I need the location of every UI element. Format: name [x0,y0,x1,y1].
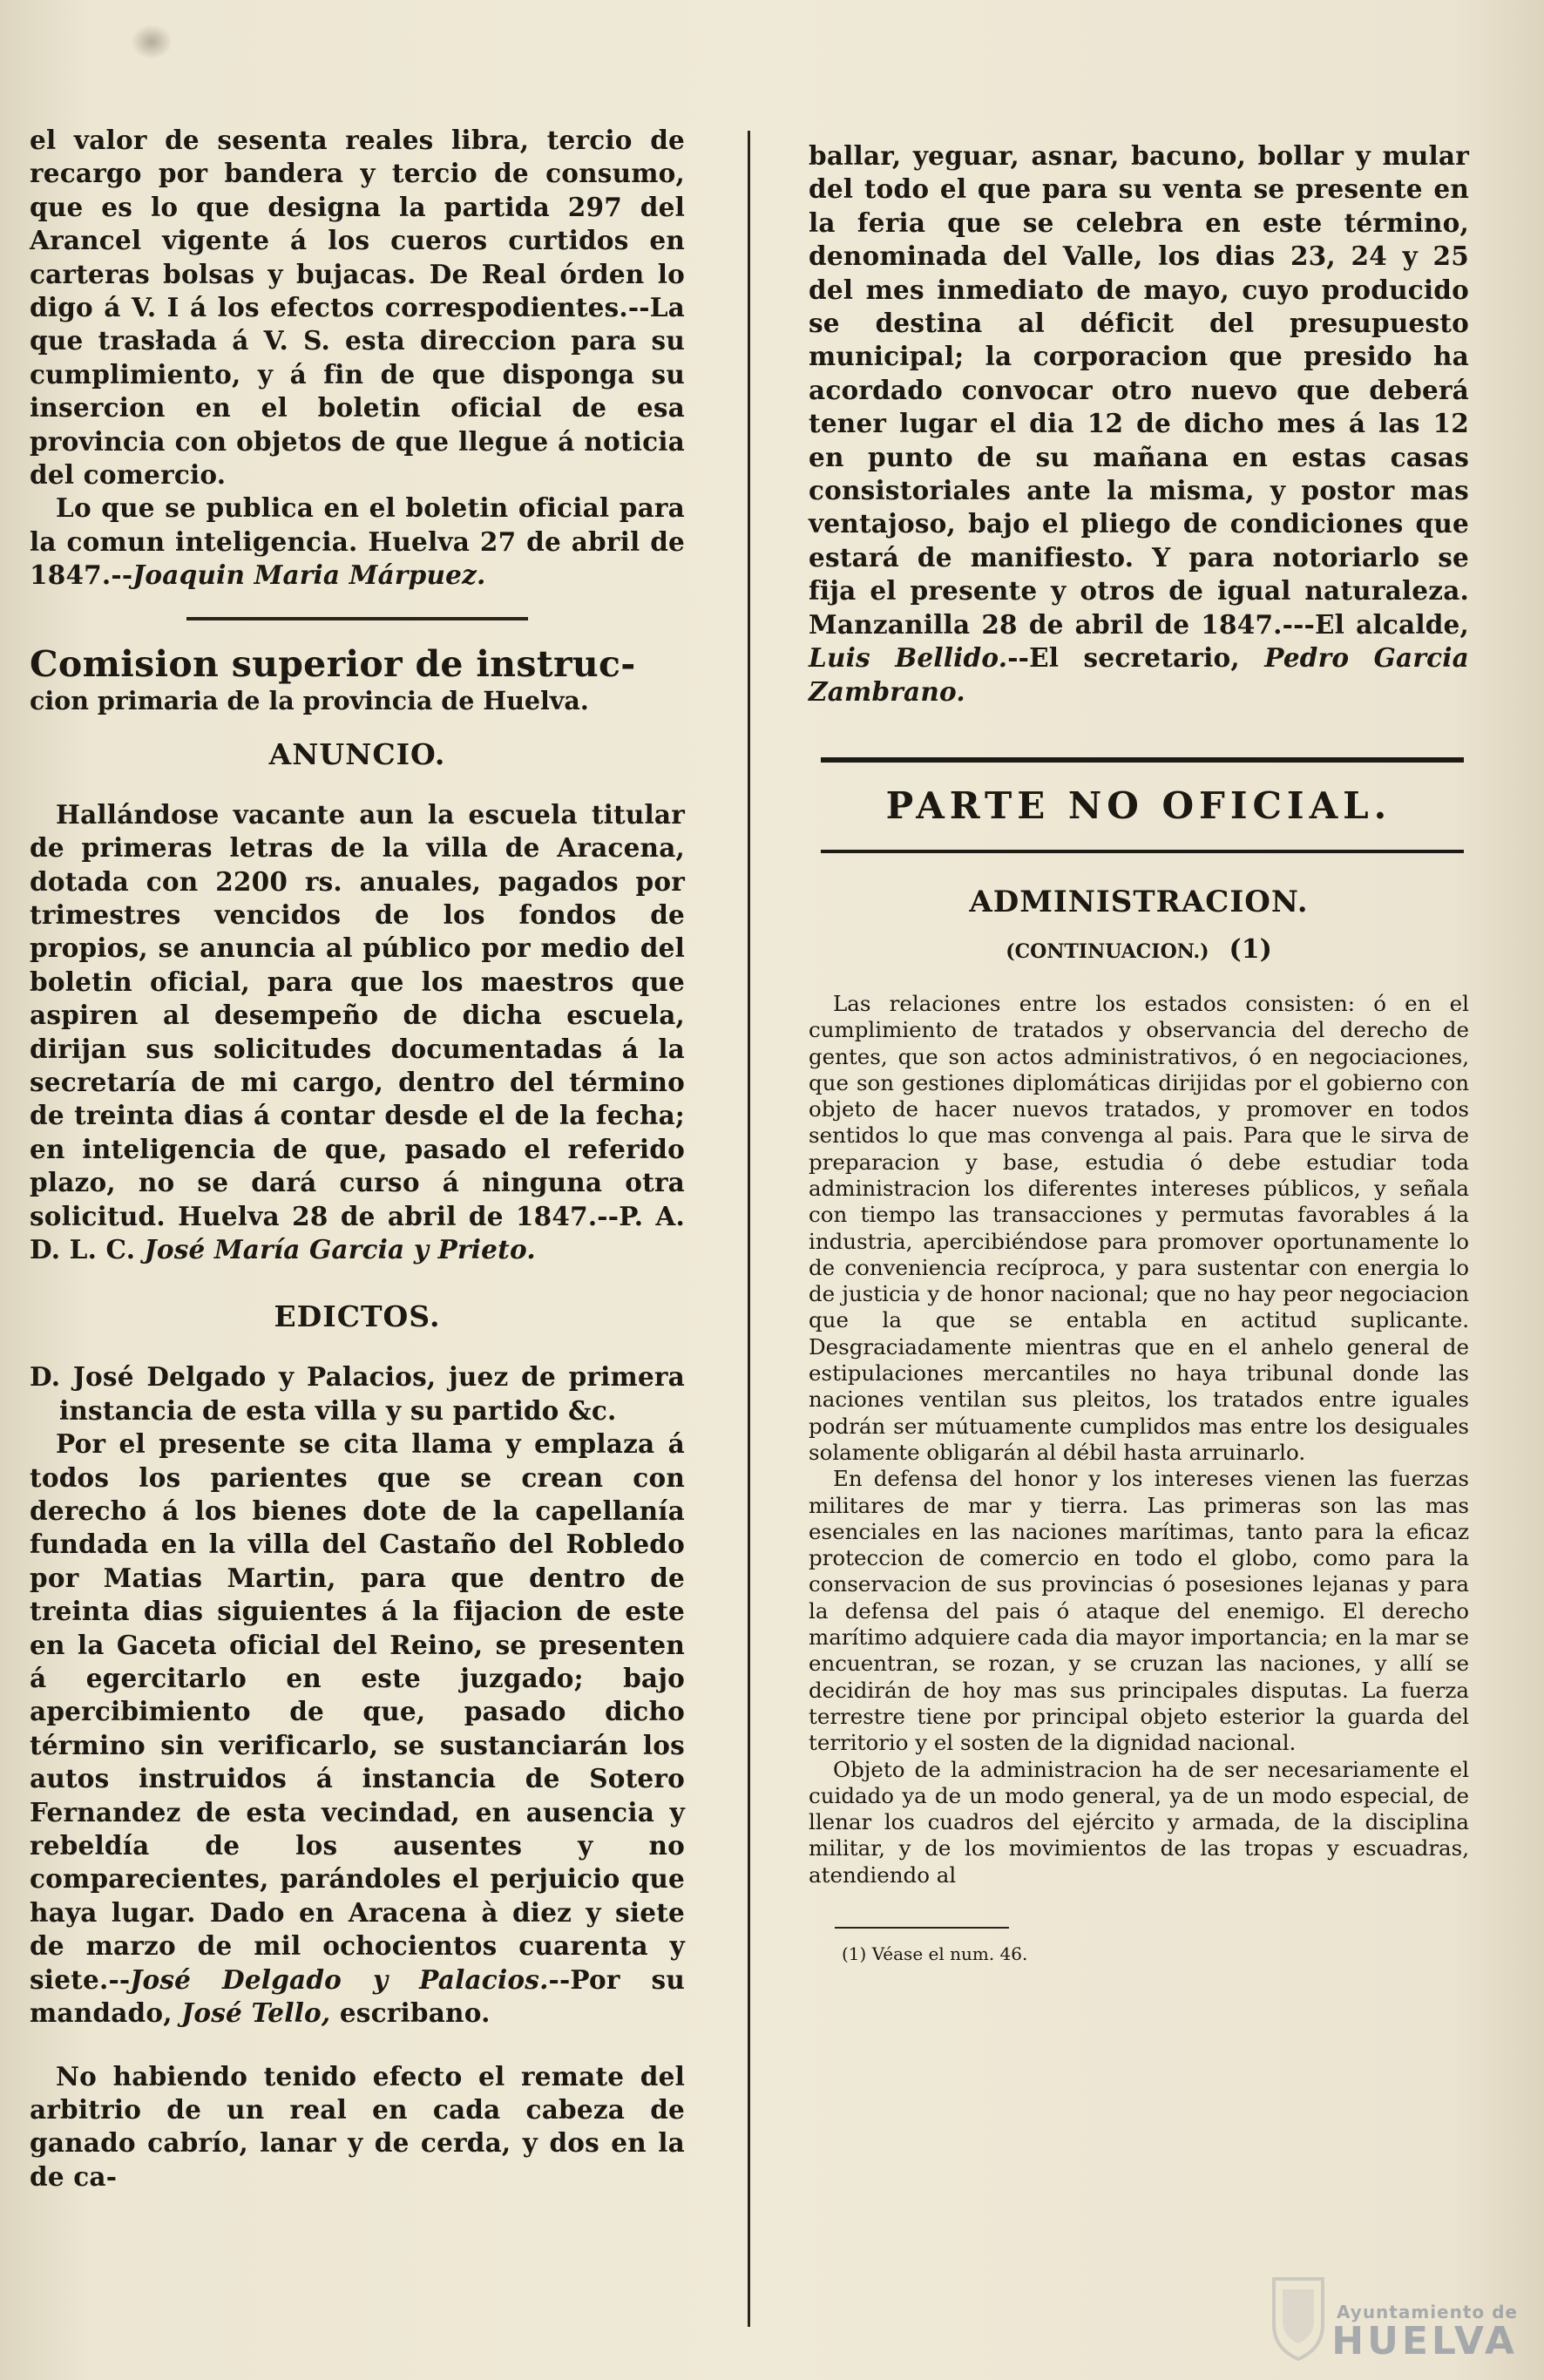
arancel-paragraph: el valor de sesenta reales libra, tercio de recargo por bandera y tercio de consumo, que es lo que designa la partida 297 del Arancel vigente á los cueros curtidos en carteras bolsas y bujacas. De Real órden lo digo á V. I á los efectos correspodientes.--La que trasłada á V. S. esta direccion para su cumplimiento, y á fin de que disponga su insercion en el boletin oficial de esa provincia con objetos de que llegue á noticia del comercio. [30,125,685,491]
remate-continuation [809,139,1469,709]
signature-tello: José Tello, [181,1997,331,2029]
section-divider [186,617,528,620]
footnote-ref: (1) [1229,933,1272,965]
edicto-text: Por el presente se cita llama y emplaza á todos los parientes que se crean con derecho á los bienes dote de la capellanía fundada en la villa del Castaño del Robledo por Matias Martin, para que dentro de treinta dias siguientes á la fijacion de este en la Gaceta oficial del Reino, se presenten á egercitarlo en este juzgado; bajo apercibimiento de que, pasado dicho término sin verificarlo, se sustanciarán los autos instruidos á instancia de Sotero Fernandez de esta vecindad, en ausencia y rebeldía de los ausentes y no comparecientes, parándoles el perjuicio que haya lugar. Dado en Aracena à diez y siete de marzo de mil ochocientos cuarenta y siete.-- [30,1428,685,1995]
footnote-rule [835,1927,1009,1929]
signature-marquez: Joaquin Maria Márpuez. [132,559,486,591]
continuacion-text: (CONTINUACION.) [1006,939,1209,963]
edicto-paragraph [30,1427,685,2030]
anuncio-text: Hallándose vacante aun la escuela titular de primeras letras de la villa de Aracena, dotada con 2200 rs. anuales, pagados por trimestres vencidos de los fondos de propios, se anuncia al público por medio del boletin oficial, para que los maestros que aspiren al desempeño de dicha escuela, dirijan sus solicitudes documentadas á la secretaría de mi cargo, dentro del término de treinta dias á contar desde el de la fecha; en inteligencia de que, pasado el referido plazo, no se dará curso á ninguna otra solicitud. Huelva 28 de abril de 1847.--P. A. D. L. C. [30,798,685,1265]
archive-watermark [1331,2302,1518,2361]
watermark-line-2: HUELVA [1331,2319,1518,2363]
signature-delgado: José Delgado y Palacios. [130,1963,549,1995]
anuncio-paragraph [30,798,685,1267]
watermark-line-1: Ayuntamiento de [1337,2302,1518,2322]
admin-paragraph-3: Objeto de la administracion ha de ser necesariamente el cuidado ya de un modo general, ya de un modo especial, de llenar los cuadros del ejército y armada, de la disciplina militar, y de los movimientos de las tropas y escuadras, atendiendo al [809,1756,1469,1888]
ink-smudge [131,24,173,59]
admin-paragraph-1: Las relaciones entre los estados consisten: ó en el cumplimiento de tratados y observancia del derecho de gentes, que son actos administrativos, ó en negociaciones, que son gestiones diplomáticas dirijidas por el gobierno con objeto de hacer nuevos tratados, y promover en todos sentidos lo que mas convenga al pais. Para que le sirva de preparacion y base, estudia ó debe estudiar toda administracion los diferentes intereses públicos, y señala con tiempo las transacciones y permutas favorables á la industria, apercibiéndose para promover oportunamente lo de conveniencia recíproca, y para sustentar con energia lo de justicia y de honor nacional; que no hay peor negociacion que la que se entabla en actitud suplicante. Desgraciadamente mientras que en el anhelo general de estipulaciones mercantiles no haya tribunal donde las naciones ventilan sus pleitos, los tratados entre iguales podrán ser mútuamente cumplidos mas entre los desiguales solamente obligarán al débil hasta arruinarlo. [809,990,1469,1465]
comision-heading: Comision superior de instruc- [30,642,636,685]
parte-no-oficial-heading: PARTE NO OFICIAL. [885,783,1392,827]
section-rule-thin [821,850,1464,853]
edicto-intro: D. José Delgado y Palacios, juez de primera instancia de esta villa y su partido &c. [30,1361,685,1426]
right-column [809,139,1469,1965]
signature-bellido: Luis Bellido. [809,642,1008,674]
administracion-body [809,991,1469,1888]
remate-paragraph: No habiendo tenido efecto el remate del arbitrio de un real en cada cabeza de ganado cabrío, lanar y de cerda, y dos en la de ca- [30,2060,685,2192]
left-column [30,124,685,2194]
remate-mid: --El secretario, [1007,642,1265,674]
anuncio-heading: ANUNCIO. [268,736,446,771]
column-divider [748,131,750,2327]
signature-garcia-prieto: José María Garcia y Prieto. [144,1233,536,1265]
comision-subheading: cion primaria de la provincia de Huelva. [30,685,589,715]
section-rule-thick [821,757,1464,763]
edictos-heading: EDICTOS. [274,1299,441,1334]
publication-notice-text: Lo que se publica en el boletin oficial para la comun inteligencia. Huelva 27 de abril de 1847.-- [30,492,685,591]
remate-cont-text: ballar, yeguar, asnar, bacuno, bollar y mular del todo el que para su venta se presente en la feria que se celebra en este término, denominada del Valle, los dias 23, 24 y 25 del mes inmediato de mayo, cuyo producido se destina al déficit del presupuesto municipal; la corporacion que presido ha acordado convocar otro nuevo que deberá tener lugar el dia 12 de dicho mes á las 12 en punto de su mañana en estas casas consistoriales ante la misma, y postor mas ventajoso, bajo el pliego de condiciones que estará de manifiesto. Y para notoriarlo se fija el presente y otros de igual naturaleza. Manzanilla 28 de abril de 1847.---El alcalde, [809,140,1469,640]
publication-notice [30,492,685,592]
edicto-mid: --Por su mandado, [30,1963,685,2029]
administracion-heading: ADMINISTRACION. [969,884,1309,919]
admin-paragraph-2: En defensa del honor y los intereses vienen las fuerzas militares de mar y tierra. Las primeras son las mas esenciales en las naciones marítimas, tanto para la eficaz proteccion de comercio en todo el globo, como para la conservacion de sus provincias ó posesiones lejanas y para la defensa del pais ó ataque del enemigo. El derecho marítimo adquiere cada dia mayor importancia; en la mar se encuentran, se rozan, y se cruzan las naciones, y allí se decidirán de hoy mas sus principales disputas. La fuerza terrestre tiene por principal objeto esterior la guarda del territorio y el sosten de la dignidad nacional. [809,1466,1469,1756]
footnote: (1) Véase el num. 46. [842,1943,1028,1964]
signature-zambrano: Pedro Garcia Zambrano. [809,642,1469,707]
continuacion-label [809,935,1469,966]
edicto-end: escribano. [330,1997,491,2029]
